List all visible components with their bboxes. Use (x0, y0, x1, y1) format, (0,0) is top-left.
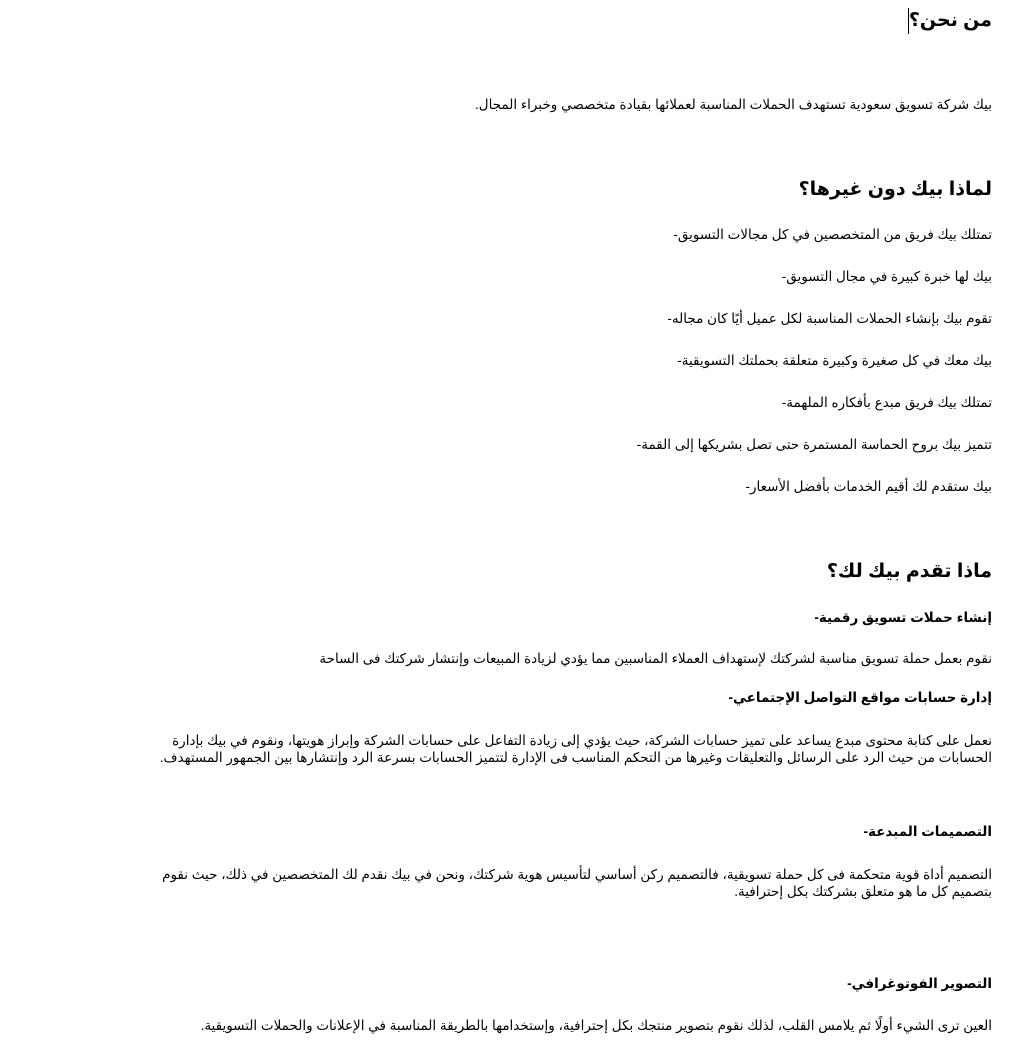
service-title-photography[interactable]: التصوير الفوتوغرافي- (847, 976, 992, 991)
who-we-are-text[interactable]: بيك شركة تسويق سعودية تستهدف الحملات المناسبة لعملائها بقيادة متخصصي وخبراء المجال. (475, 97, 992, 112)
heading-what-we-offer[interactable]: ماذا تقدم بيك لك؟ (826, 561, 992, 582)
service-text-photography[interactable]: العين ترى الشيء أولًا ثم يلامس القلب، لذلك نقوم بتصوير منتجك بكل إحترافية، وإستخدامها بالطريقة المناسبة في الإعلانات والحملات التسويقية. (200, 1018, 992, 1033)
why-us-item[interactable]: بيك ستقدم لك أقيم الخدمات بأفضل الأسعار- (745, 479, 992, 494)
why-us-item[interactable]: بيك معك في كل صغيرة وكبيرة متعلقة بحملتك التسويقية- (677, 353, 992, 368)
why-us-item[interactable]: تمتلك بيك فريق مبدع بأفكاره الملهمة- (781, 395, 992, 410)
heading-who-we-are[interactable] (124, 8, 992, 34)
service-title-digital-campaigns[interactable]: إنشاء حملات تسويق رقمية- (814, 610, 992, 625)
service-title-creative-design[interactable]: التصميمات المبدعة- (863, 824, 992, 839)
service-text-creative-design[interactable]: التصميم أداة قوية متحكمة فى كل حملة تسويقية، فالتصميم ركن أساسي لتأسيس هوية شركتك، ونحن في بيك نقدم لك المتخصصين في ذلك، حيث نقوم بتصميم كل ما هو متعلق بشركتك بكل إحترافية. (162, 867, 992, 899)
heading-who-we-are-text: من نحن؟ (908, 10, 992, 32)
heading-why-us[interactable]: لماذا بيك دون غيرها؟ (798, 179, 992, 200)
why-us-item[interactable]: تتميز بيك بروح الحماسة المستمرة حتى تصل بشريكها إلى القمة- (636, 437, 992, 452)
why-us-item[interactable]: تمتلك بيك فريق من المتخصصين في كل مجالات التسويق- (673, 227, 992, 242)
why-us-item[interactable]: بيك لها خبرة كبيرة في مجال التسويق- (781, 269, 992, 284)
why-us-item[interactable]: تقوم بيك بإنشاء الحملات المناسبة لكل عميل أيًا كان مجاله- (667, 311, 992, 326)
service-text-digital-campaigns[interactable]: نقوم بعمل حملة تسويق مناسبة لشركتك لإستهداف العملاء المناسبين مما يؤدي لزيادة المبيعات وإنتشار شركتك فى الساحة (319, 651, 992, 666)
service-text-social-media[interactable]: نعمل على كتابة محتوى مبدع يساعد على تميز حسابات الشركة، حيث يؤدي إلى زيادة التفاعل على حسابات الشركة وإبراز هويتها، ونقوم في بيك بإدارة الحسابات من حيث الرد على الرسائل والتعليقات وغيرها من التحكم المناسب فى الإدارة لتتميز الحسابات بسرعة الرد وإنتشارها بين الجمهور المستهدف. (159, 733, 992, 765)
document-page (124, 0, 992, 1056)
service-title-social-media[interactable]: إدارة حسابات مواقع التواصل الإجتماعي- (728, 690, 992, 705)
